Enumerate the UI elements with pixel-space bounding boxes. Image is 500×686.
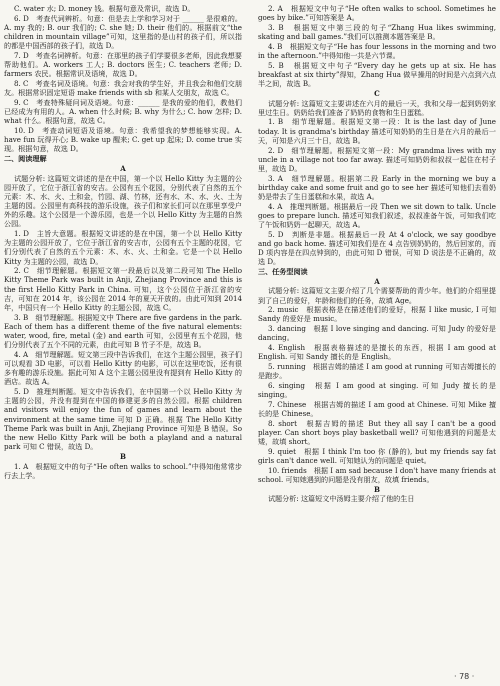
passage-b-answers <box>4 462 242 480</box>
page-number: · 78 · <box>454 672 475 681</box>
answer-paragraph: 4. B 根据短文句子“He has four lessons in the morning and two in the afternoon.”中得知他一共是六节课。 <box>258 41 496 60</box>
answer-paragraph: 3. A 细节理解题。根据第二段 Early in the morning we buy a birthday cake and some fruit and go to see her 描述可知他们去看奶奶是带去了生日蛋糕和水果，故选 A。 <box>258 173 496 201</box>
task-a-answers <box>258 286 496 484</box>
answer-paragraph: 2. music 根据表格是在描述他们的爱好，根据 I like music, I 可知 Sandy 的爱好是 music。 <box>258 305 496 324</box>
answer-paragraph: 9. quiet 根据 I think I'm too 你 (静的), but my friends say fat girls can't dance well. 可知她认为的问题是 quiet。 <box>258 446 496 465</box>
answer-paragraph: 8. C 考查名词及语境。句意：我会对我的学生好，并且我会和他们交朋友。根据常识固定短语 make friends with sb 和某人交朋友，故选 C。 <box>4 79 242 98</box>
analysis-paragraph: 试题分析: 这篇短文中汤姆主要介绍了他的生日 <box>267 494 415 504</box>
left-column <box>4 4 242 480</box>
answer-paragraph: 4. English 根据表格描述的是擅长的东西，根据 I am good at English. 可知 Sandy 擅长的是 English。 <box>258 343 496 362</box>
passage-letter: A <box>120 163 126 173</box>
section-heading: 三、任务型阅读 <box>258 266 308 276</box>
answer-paragraph: 2. A 根据短文中句子“He often walks to school. Sometimes he goes by bike.”可知答案是 A。 <box>258 4 496 23</box>
passage-letter: A <box>374 276 380 286</box>
passage-b-answers-cont <box>258 4 496 88</box>
answer-paragraph: 7. Chinese 根据吉姆的描述 I am good at Chinese. 可知 Mike 擅长的是 Chinese。 <box>258 399 496 418</box>
answer-paragraph: C. water 水; D. money 钱。根据句意及常识，故选 D。 <box>13 4 195 13</box>
analysis-paragraph: 试题分析: 这篇短文主要讲述在六月的最后一天，我和父母一起到奶奶家里过生日。奶奶给我们准备了奶奶的食物和生日蛋糕。 <box>258 98 496 117</box>
passage-c-answers <box>258 99 496 267</box>
answer-paragraph: 2. C 细节理解题。根据短文第一段最后以及第二段可知 The Hello Kitty Theme Park was built in Anji, Zhejiang Province and this is the first Hello Kitty Park in China. 可知，这个公园位于浙江省的安吉，可知在 2014 年，该公园在 2014 年的夏天开放的。由此可知到 2014 年，中国只有一个 Hello Kitty 的主题公园，故选 C。 <box>4 266 242 312</box>
answer-paragraph: 3. B 根据短文中第三段的句子“Zhang Hua likes swimming, skating and ball games.”我们可以推测本题答案是 B。 <box>258 22 496 42</box>
answer-paragraph: 5. D 判断是非题。根据最后一段 At 4 o'clock, we say goodbye and go back home. 描述可知我们是在 4 点告别奶奶的，然后回家的，而 D 项内容是在四点钟到的，由此可知 D 错误，可知 D 说法是不正确的，故选 D。 <box>258 229 496 267</box>
answer-paragraph: 5. B 根据短文中句子“Every day he gets up at six. He has breakfast at six thirty”得知，Zhang Hua 做早操用的时间是六点到六点半之间，故选 B。 <box>258 60 496 89</box>
answer-paragraph: 7. D 考查名词辨析。句意：在那里的孩子们学要很多老师，因此我想要帮助他们。A. workers 工人; B. doctors 医生; C. teachers 老师; D. farmers 农民。根据常识及语境，故选 D。 <box>4 50 242 79</box>
answer-paragraph: 5. running 根据吉姆的描述 I am good at running 可知吉姆擅长的是跑步。 <box>258 362 496 381</box>
answer-paragraph: 5. D 推理判断题。短文中告诉我们，在中国第一个以 Hello Kitty 为主题的公园，并没有提到在中国的修建更多的自然公园。根据 children and visitors will enjoy the fun of games and learn about the environment at the same time 可知 D 正确。根据 The Hello Kitty Theme Park was built in Anji, Zhejiang Province 可知是 B 错误。So the new Hello Kitty Park will be both a playland and a natural park 可知 C 错误，故选 D。 <box>4 387 242 452</box>
answer-paragraph: 6. singing 根据 I am good at singing. 可知 Judy 擅长的是 singing。 <box>258 380 496 400</box>
answer-paragraph: 9. C 考查特殊疑问词及语境。句意：______ 是我的爱的他们，教他们已经成为有用的人。A. when 什么时候; B. why 为什么; C. how 怎样; D. what 什么。根据句意，故选 C。 <box>4 97 242 126</box>
answer-paragraph: 3. B 细节理解题。根据短文中 There are five gardens in the park. Each of them has a different theme of the five natural elements: water, wood, fire, metal (金) and earth 可知，公园里有五个花园，他们分别代表了五个不同的元素，由此可知 B 竹子不是，故选 B。 <box>4 312 242 350</box>
answer-paragraph: 1. B 细节理解题。根据短文第一段：It is the last day of June today. It is grandma's birthday 描述可知奶奶的生日是在六月的最后一天，可知是六月三十日，故选 B。 <box>258 117 496 145</box>
answer-paragraph: 6. D 考查代词辨析。句意：但是去上学和学习对于 ______ 是很难的。A. my 我的; B. our 我们的; C. she 她; D. their 他们的。根据前文“the children in mountain village”可知，这里指的是山村的孩子们，所以指的都是中国西部的孩子们，故选 D。 <box>4 13 242 51</box>
task-b-answers <box>258 494 496 503</box>
right-column <box>258 4 496 504</box>
analysis-paragraph: 试题分析: 这篇短文主要介绍了几个需要帮助的青少年。他们的介绍里提到了自己的爱好，年龄和他们的任务，故填 Age。 <box>258 286 496 305</box>
passage-a-answers <box>4 174 242 452</box>
analysis-paragraph: 试题分析: 这篇短文讲述的是在中国，第一个以 Hello Kitty 为主题的公园开放了，它位于浙江省的安吉。公园有五个花园，分别代表了自然的五个元素：木、水、火、土和金，竹园、湖、竹林，还有水、木、水、火、土为主题的园。公园里有高科技的游乐设施，孩子们和家长们可以在那里享受户外的乐趣。这个公园是一个游乐园，也是一个以 Hello Kitty 为主题的自然公园。 <box>4 173 242 229</box>
answer-paragraph: 10. friends 根据 I am sad because I don't have many friends at school. 可知她遇到的问题是没有朋友，故填 friends。 <box>258 465 496 484</box>
passage-letter: B <box>374 484 380 494</box>
answer-paragraph: 4. A 细节理解题。短文第三段中告诉我们，在这个主题公园里，孩子们可以观看 3D 电影，可以看 Hello Kitty 的电影，可以在这里吃饭，还有很多有趣的游乐设施。据此可知 A 这个主题公园里没有提到有 Hello Kitty 的酒店。故选 A。 <box>4 349 242 387</box>
grammar-answers <box>4 4 242 153</box>
passage-letter: B <box>120 451 126 461</box>
answer-paragraph: 1. A 根据短文中的句子“He often walks to school.”中得知他常常步行去上学。 <box>4 461 242 480</box>
answer-paragraph: 2. D 细节理解题。根据短文第一段：My grandma lives with my uncle in a village not too far away. 描述可知奶奶和叔叔一起住在村子里，故选 D。 <box>258 145 496 173</box>
answer-paragraph: 10. D 考查动词短语及语境。句意：我希望我的梦想能够实现。A. have fun 玩得开心; B. wake up 醒来; C. get up 起床; D. come true 实现。根据句意，故选 D。 <box>4 126 242 154</box>
answer-paragraph: 1. D 主旨大意题。根据短文讲述的是在中国，第一个以 Hello Kitty 为主题的公园开放了，它位于浙江省的安吉市，公园有五个主题的花园，它们分别代表了自然的五个元素：木、水、火、土和金。它是一个以 Hello Kitty 为主题的公园，故选 D。 <box>4 229 242 266</box>
answer-paragraph: 4. A 推理判断题。根据最后一段 Then we sit down to talk. Uncle goes to prepare lunch. 描述可知我们叙述，叔叔准备午饭，可知我们吃了午饭和奶奶一起聊天，故选 A。 <box>258 201 496 229</box>
section-heading: 二、阅读理解 <box>4 154 47 164</box>
answer-paragraph: 3. dancing 根据 I love singing and dancing. 可知 Judy 的爱好是 dancing。 <box>258 324 496 343</box>
answer-paragraph: 8. short 根据吉姆的描述 But they all say I can't be a good player. Can short boys play basketball well? 可知他遇到的问题是太矮，故填 short。 <box>258 418 496 447</box>
passage-letter: C <box>374 88 380 98</box>
